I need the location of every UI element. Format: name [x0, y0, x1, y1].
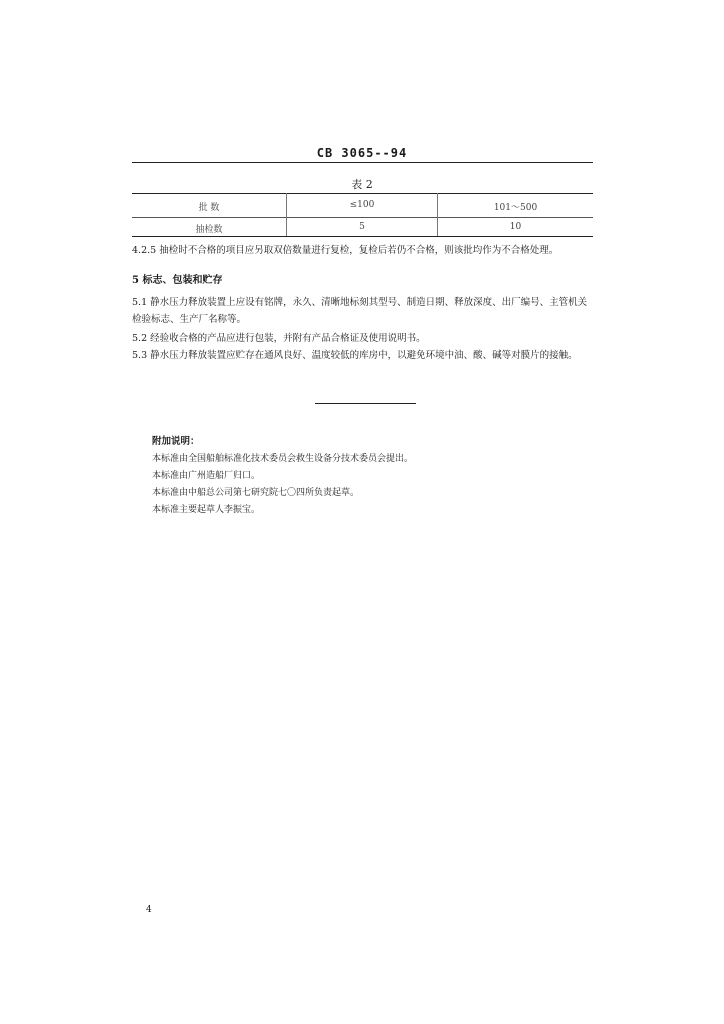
table-cell: 5 — [359, 222, 365, 232]
notes-line: 本标准由全国船舶标准化技术委员会救生设备分技术委员会提出。 — [152, 454, 414, 464]
table-header-cell: 101～500 — [493, 203, 538, 213]
notes-line: 本标准由广州造船厂归口。 — [152, 471, 261, 481]
table-header-cell: 批 数 — [198, 203, 220, 213]
notes-title: 附加说明： — [152, 436, 200, 447]
table-header-cell: ≤100 — [349, 200, 375, 210]
clause-5-3: 5.3 静水压力释放装置应贮存在通风良好、温度较低的库房中，以避免环境中油、酸、碱等对膜片的接触。 — [132, 350, 578, 361]
clause-4-2-5: 4.2.5 抽检时不合格的项目应另取双倍数量进行复检，复检后若仍不合格，则该批均作为不合格处理。 — [132, 245, 559, 256]
notes-line: 本标准主要起草人李振宝。 — [152, 505, 261, 515]
section-5-title: 5 标志、包装和贮存 — [132, 275, 223, 286]
table-bottom-rule — [132, 236, 593, 237]
table-top-rule — [132, 193, 593, 194]
table-cell: 10 — [509, 222, 522, 232]
end-rule — [315, 403, 416, 404]
standard-code: CB 3065--94 — [316, 146, 408, 160]
header-rule — [132, 162, 593, 163]
clause-5-2: 5.2 经验收合格的产品应进行包装，并附有产品合格证及使用说明书。 — [132, 333, 426, 344]
table-cell: 抽检数 — [195, 225, 223, 235]
table-caption: 表 2 — [351, 178, 373, 191]
table-mid-rule — [132, 217, 593, 218]
notes-line: 本标准由中船总公司第七研究院七〇四所负责起草。 — [152, 488, 360, 498]
page-number: 4 — [146, 905, 152, 915]
clause-5-1: 5.1 静水压力释放装置上应设有铭牌，永久、清晰地标刻其型号、制造日期、释放深度、出厂编号、主管机关检验标志、生产厂名称等。 — [132, 297, 588, 325]
